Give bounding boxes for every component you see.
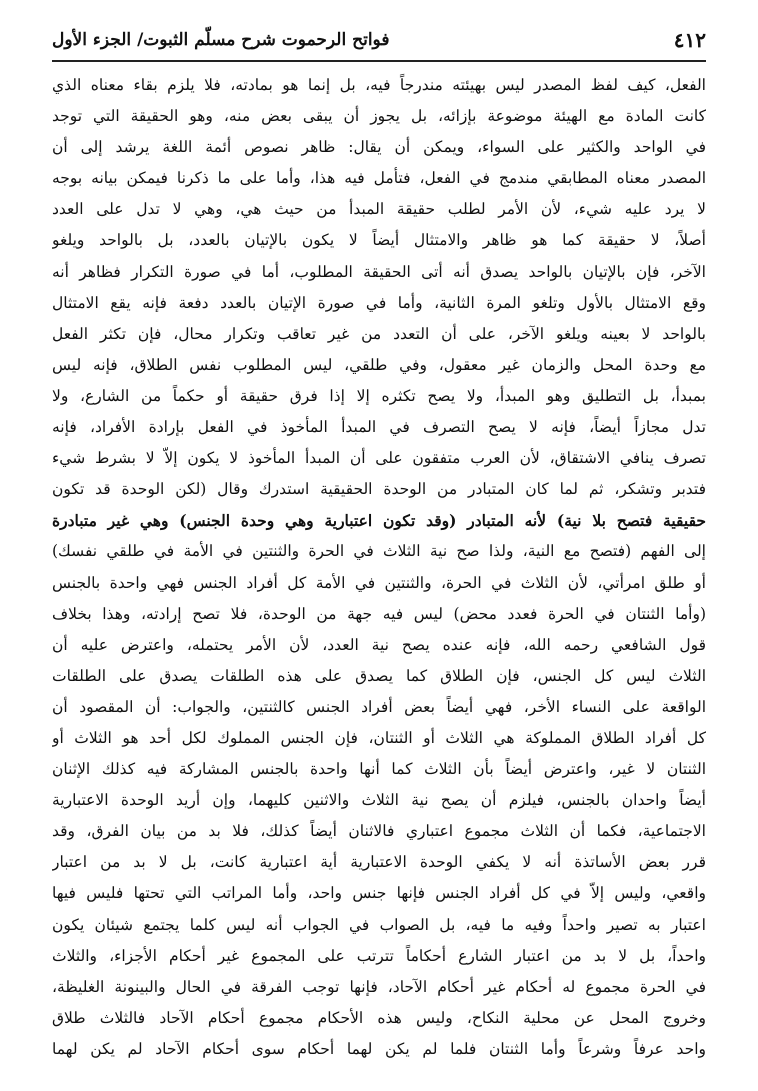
text-line: الاجتماعية، فكما أن الثلاث مجموع اعتباري فالاثنان أيضاً كذلك، فلا بد من بيان الفرق، وقد [52, 822, 706, 841]
text-line: بمبدأ، بل التطليق وهو المبدأ، ولا يصح تكثره إلا إذا فرق حقيقة أو حكماً من الشارع، ولا [52, 386, 706, 405]
text-line: لا يرد عليه شيء، لأن الأمر لطلب حقيقة المبدأ من حيث هي، وهي لا تدل على العدد [52, 200, 706, 219]
text-line: (وأما الثنتان في الحرة فعدد محض) ليس فيه جهة من الوحدة، فلا تصح إرادته، وهذا بخلاف [52, 604, 706, 623]
running-title: فواتح الرحموت شرح مسلّم الثبوت/ الجزء الأول [52, 30, 390, 50]
text-line: الثلاث ليس كل الجنس، فإن الطلاق كما يصدق على هذه الطلقات يصدق على الطلقات [52, 666, 706, 685]
text-line: الثنتان لا غير، واعترض أيضاً بأن الثلاث كما أنها واحدة بالجنس المشاركة فيه كذلك الإثنان [52, 760, 706, 779]
text-line: أصلاً، لا حقيقة كما هو ظاهر والامتثال أيضاً لا يكون بالإتيان بالعدد، بل بالواحد ويلغو [52, 231, 706, 250]
text-line: الفعل، كيف لفظ المصدر ليس بهيئته مندرجاً فيه، بل إنما هو بمادته، فلا يلزم بقاء معناه الذي [52, 76, 706, 94]
text-line: وقع الامتثال بالأول وتلغو المرة الثانية، وأما في صورة الإتيان بالعدد دفعة فإنه يقع الامتثال [52, 293, 706, 312]
text-line: قول الشافعي رحمه الله، فإنه عنده يصح نية العدد، لأن الأمر يحتمله، واعترض عليه أن [52, 635, 706, 654]
text-line: الآخر، فإن بالإتيان بالواحد يصدق أنه أتى الحقيقة المطلوب، أما في صورة التكرار فظاهر أنه [52, 262, 706, 281]
text-line: كل أفراد الطلاق المملوكة هي الثلاث أو الثنتان، فإن الجنس المملوك لكل أحد هو الثلاث أو [52, 728, 706, 747]
text-line: بالواحد لا بعينه ويلغو الآخر، على أن التعدد من غير تعاقب وتكرار محال، فإن تكثر الفعل [52, 324, 706, 343]
text-line: اعتبار به تصير واحداً وفيه ما فيه، بل الصواب في الجواب أنه ليس كلما يجتمع شيئان يكون [52, 915, 706, 934]
body-text [52, 70, 706, 1075]
text-line: أيضاً واحدان بالجنس، فيلزم أن يصح نية الثلاث والاثنين كليهما، وإن أريد الوحدة الاعتبارية [52, 791, 706, 810]
text-line: تدل مجازاً أيضاً، فإنه لا يصح التصرف في المبدأ المأخوذ في الفعل بإرادة الأفراد، فإنه [52, 418, 706, 437]
text-line: تصرف ينافي الاشتقاق، لأن العرب متفقون على أن المبدأ المأخوذ لا يكون إلاّ لا بشرط شيء [52, 449, 706, 468]
text-line-bold: حقيقية فتصح بلا نية) لأنه المتبادر (وقد تكون اعتبارية وهي وحدة الجنس) وهي غير متبادرة [52, 511, 706, 531]
text-line: فتدبر وتشكر، ثم لما كان المتبادر من الوحدة الحقيقية استدرك وقال (لكن الوحدة قد تكون [52, 480, 706, 499]
text-line: الواقعة على النساء الأخر، فهي أيضاً بعض أفراد الجنس كالثنتين، والجواب: أن المقصود أن [52, 697, 706, 716]
text-line: واحداً، بل لا بد من اعتبار الشارع أحكاماً تترتب على المجموع غير أحكام الأجزاء، والثلاث [52, 946, 706, 965]
text-line: في الحرة مجموع له أحكام غير أحكام الآحاد، فإنها توجب الفرقة في الحال والبينونة الغليظة، [52, 977, 706, 996]
text-line: أو طلق امرأتي، لأن الثلاث في الحرة، والثنتين في الأمة كل أفراد الجنس فهي واحدة بالجنس [52, 573, 706, 592]
text-line: مع وحدة المحل والزمان غير معقول، وفي طلقي، ليس المطلوب نفس الطلاق، فإنه ليس [52, 355, 706, 374]
page-number: ٤١٢ [673, 28, 706, 52]
text-line: قرر بعض الأساتذة أنه لا يكفي الوحدة الاعتبارية أية اعتبارية كانت، بل لا بد من اعتبار [52, 853, 706, 872]
text-line: واحد عرفاً وشرعاً وأما الثنتان فلما لم يكن لهما أحكام سوى أحكام الآحاد لم يكن لهما [52, 1039, 706, 1058]
text-line: المصدر معناه المطابقي مندمج في الفعل، فتأمل فيه هذا، وأما على ما ذكرنا فيمكن بيانه بوجه [52, 169, 706, 188]
text-line: وخروج المحل عن محلية النكاح، وليس هذه الأحكام مجموع أحكام الآحاد فالثلاث طلاق [52, 1008, 706, 1027]
page-header [52, 22, 706, 58]
text-line: واقعي، وليس إلاّ في كل أفراد الجنس فإنها جنس واحد، وأما المراتب التي تحتها فليس فيها [52, 884, 706, 903]
header-rule [52, 60, 706, 62]
text-line: إلى الفهم (فتصح مع النية، ولذا صح نية الثلاث في الحرة والثنتين في الأمة في طلقي نفسك) [52, 542, 706, 561]
text-line: كانت المادة مع الهيئة موضوعة بإزائه، بل يجوز أن يبقى بعض منه، وهو الحقيقة التي توجد [52, 107, 706, 126]
text-line: في الواحد والكثير على السواء، ويمكن أن يقال: ظاهر نصوص أئمة اللغة يرشد إلى أن [52, 138, 706, 157]
